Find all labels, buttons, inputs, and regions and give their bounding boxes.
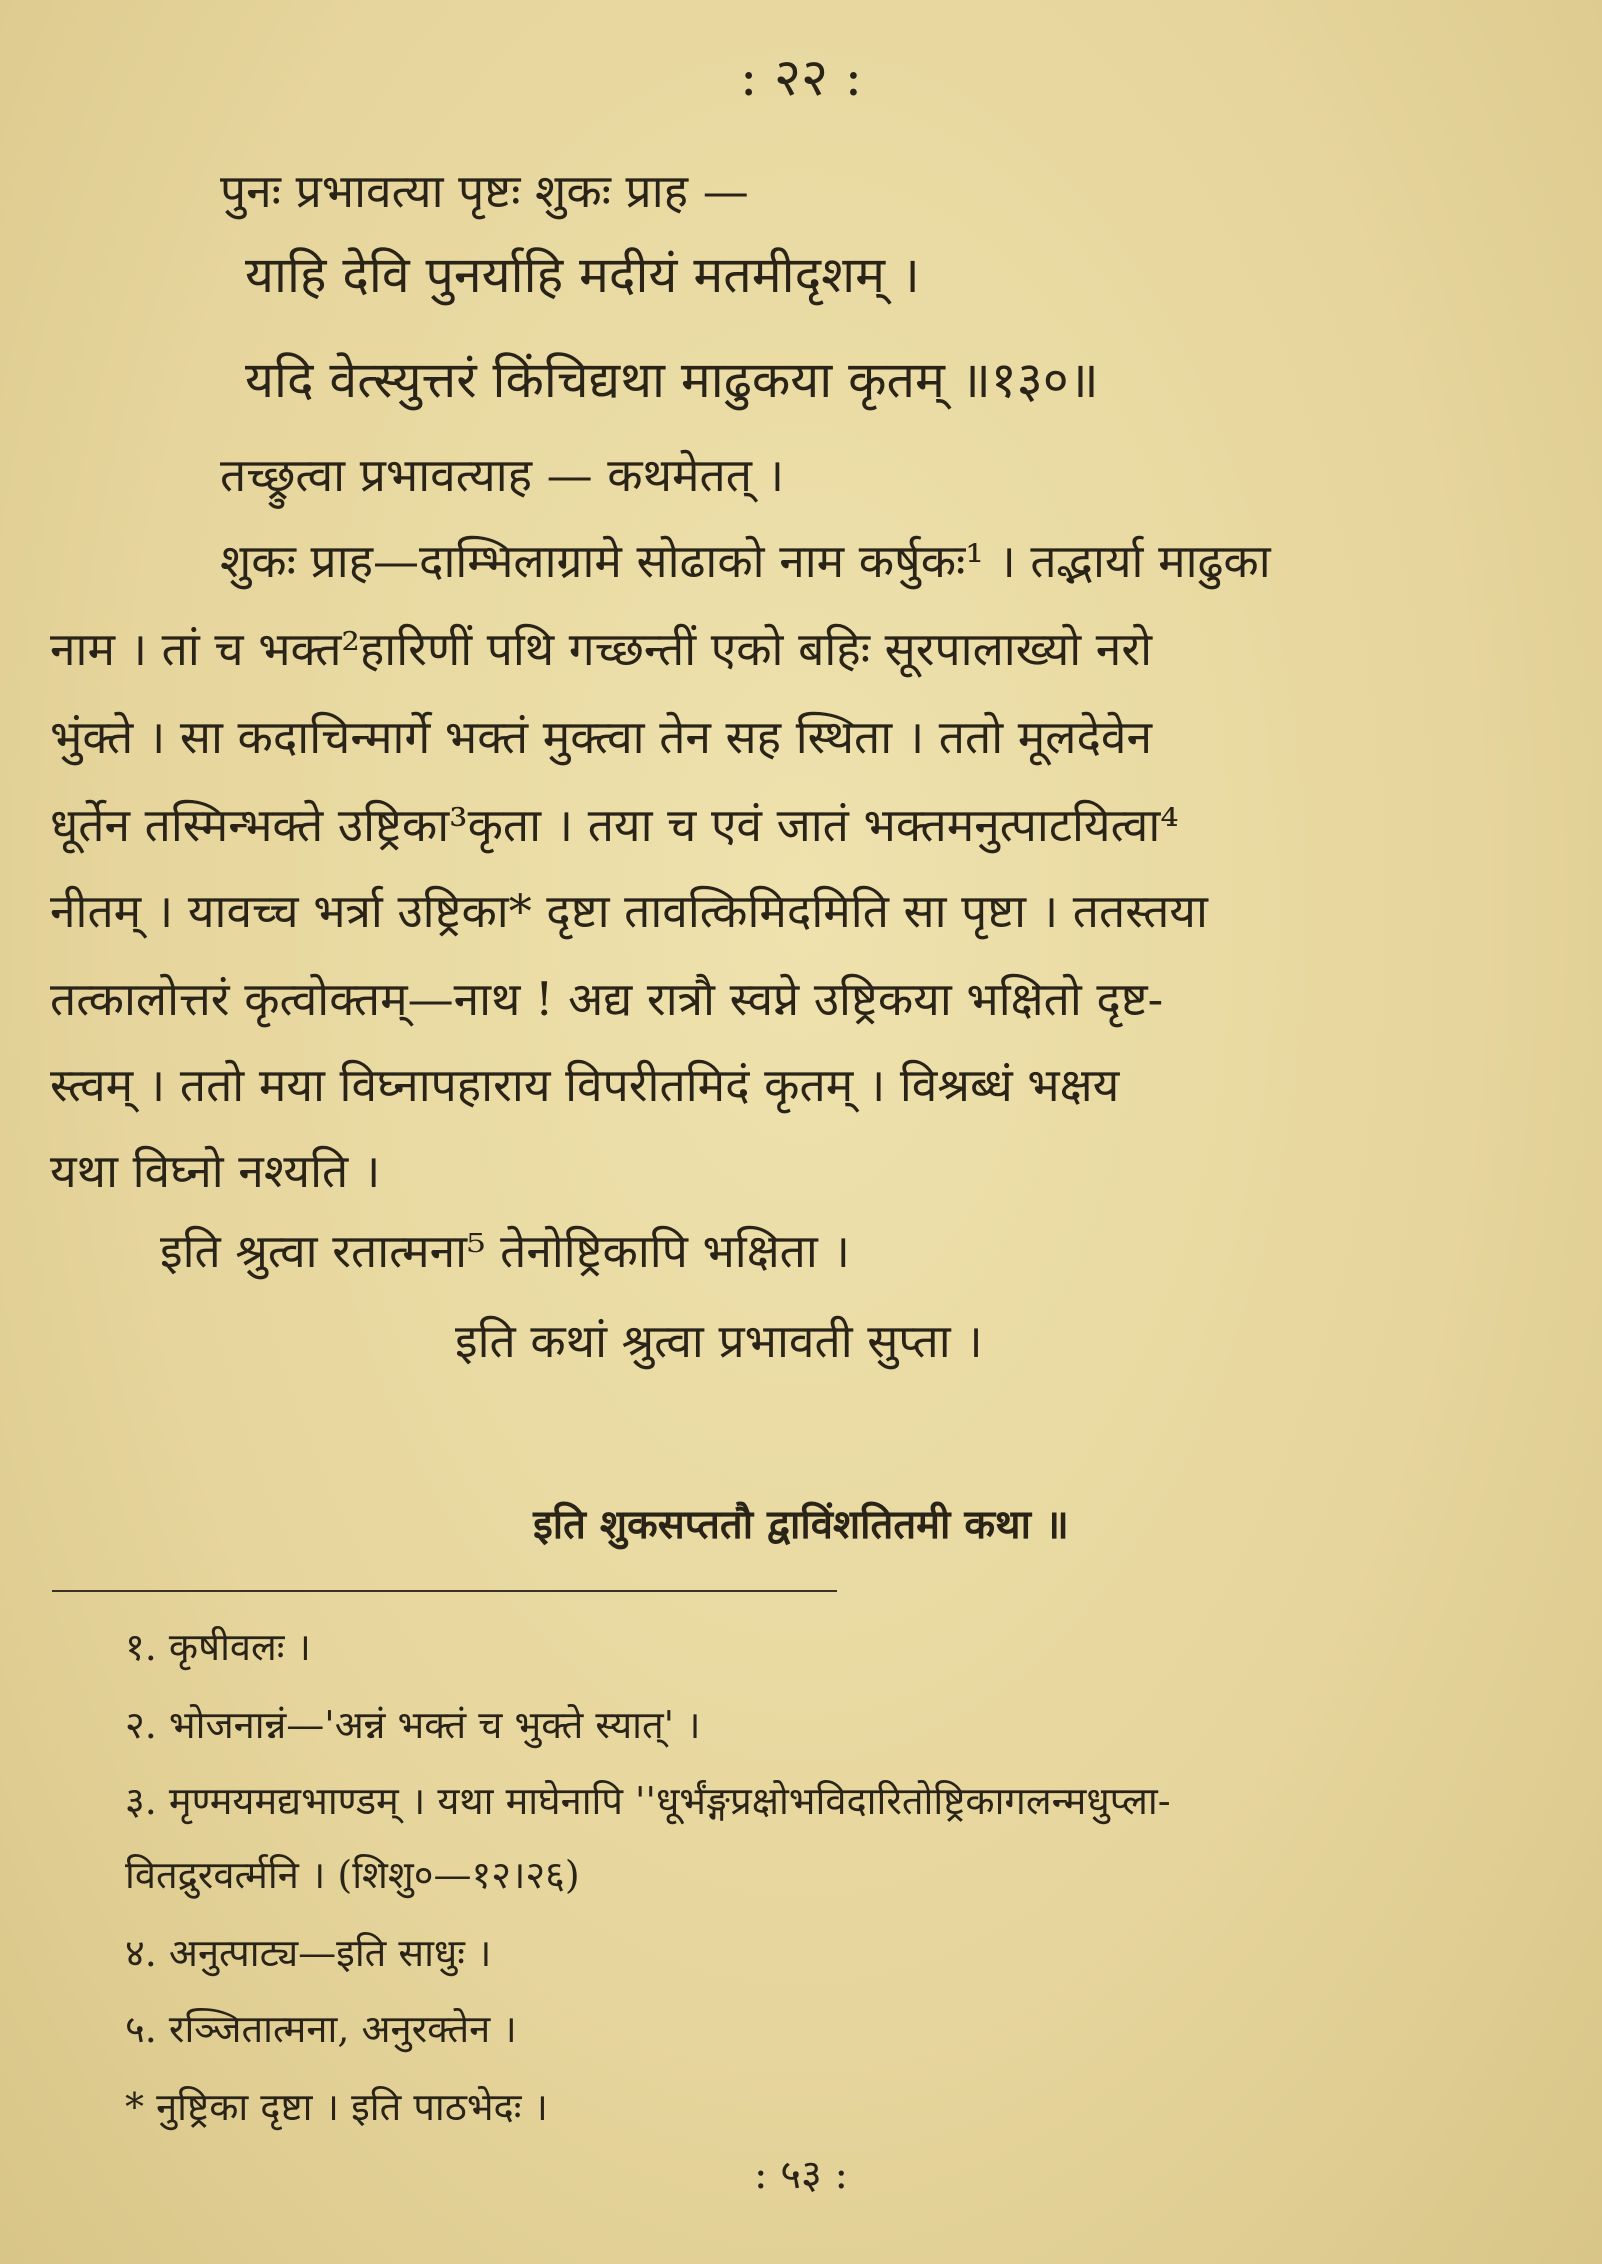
prose-line-5: नीतम् । यावच्च भर्त्रा उष्ट्रिका* दृष्टा तावत्किमिदमिति सा पृष्टा । ततस्तया xyxy=(50,884,1208,938)
verse-line-2: यदि वेत्स्युत्तरं किंचिद्यथा माढुकया कृतम् ॥१३०॥ xyxy=(245,351,1099,409)
text-line-4: तच्छ्रुत्वा प्रभावत्याह — कथमेतत् । xyxy=(220,448,785,502)
page-number-bottom: : ५३ : xyxy=(754,2152,848,2198)
text-line-1: पुनः प्रभावत्या पृष्टः शुकः प्राह — xyxy=(220,164,749,218)
footnote-1: १. कृषीवलः । xyxy=(125,1625,311,1669)
footnote-4: ४. अनुत्पाट्य—इति साधुः । xyxy=(125,1931,492,1975)
footnote-variant: * नुष्ट्रिका दृष्टा । इति पाठभेदः । xyxy=(125,2085,548,2129)
prose-line-1: शुकः प्राह—दाम्भिलाग्रामे सोढाको नाम कर्षुकः¹ । तद्भार्या माढुका xyxy=(220,534,1271,588)
prose-line-7: स्त्वम् । ततो मया विघ्नापहाराय विपरीतमिदं कृतम् । विश्रब्धं भक्षय xyxy=(50,1058,1120,1112)
prose-line-2: नाम । तां च भक्त²हारिणीं पथि गच्छन्तीं एको बहिः सूरपालाख्यो नरो xyxy=(50,622,1153,676)
page-number-top: : २२ : xyxy=(739,48,863,108)
prose-line-8: यथा विघ्नो नश्यति । xyxy=(50,1144,381,1198)
footnote-5: ५. रञ्जितात्मना, अनुरक्तेन । xyxy=(125,2007,517,2051)
closing-line-1: इति श्रुत्वा रतात्मना⁵ तेनोष्ट्रिकापि भक्षिता । xyxy=(160,1224,850,1278)
footnote-2: २. भोजनान्नं—'अन्नं भक्तं च भुक्ते स्यात्' । xyxy=(125,1703,701,1747)
prose-line-6: तत्कालोत्तरं कृत्वोक्तम्—नाथ ! अद्य रात्रौ स्वप्ने उष्ट्रिकया भक्षितो दृष्ट- xyxy=(50,972,1164,1026)
footnote-divider xyxy=(52,1590,837,1592)
prose-line-4: धूर्तेन तस्मिन्भक्ते उष्ट्रिका³कृता । तया च एवं जातं भक्तमनुत्पाटयित्वा⁴ xyxy=(50,798,1179,852)
closing-line-2: इति कथां श्रुत्वा प्रभावती सुप्ता । xyxy=(455,1314,983,1368)
verse-line-1: याहि देवि पुनर्याहि मदीयं मतमीदृशम् । xyxy=(245,246,920,304)
footnote-3-cont: वितद्रुरवर्त्मनि । (शिशु०—१२।२६) xyxy=(125,1853,580,1897)
footnote-3: ३. मृण्मयमद्यभाण्डम् । यथा माघेनापि ''धूर्भंङ्गप्रक्षोभविदारितोष्ट्रिकागलन्मधुप्ला- xyxy=(125,1779,1171,1823)
chapter-end: इति शुकसप्ततौ द्वाविंशतितमी कथा ॥ xyxy=(533,1501,1069,1548)
prose-line-3: भुंक्ते । सा कदाचिन्मार्गे भक्तं मुक्त्वा तेन सह स्थिता । ततो मूलदेवेन xyxy=(50,710,1153,764)
